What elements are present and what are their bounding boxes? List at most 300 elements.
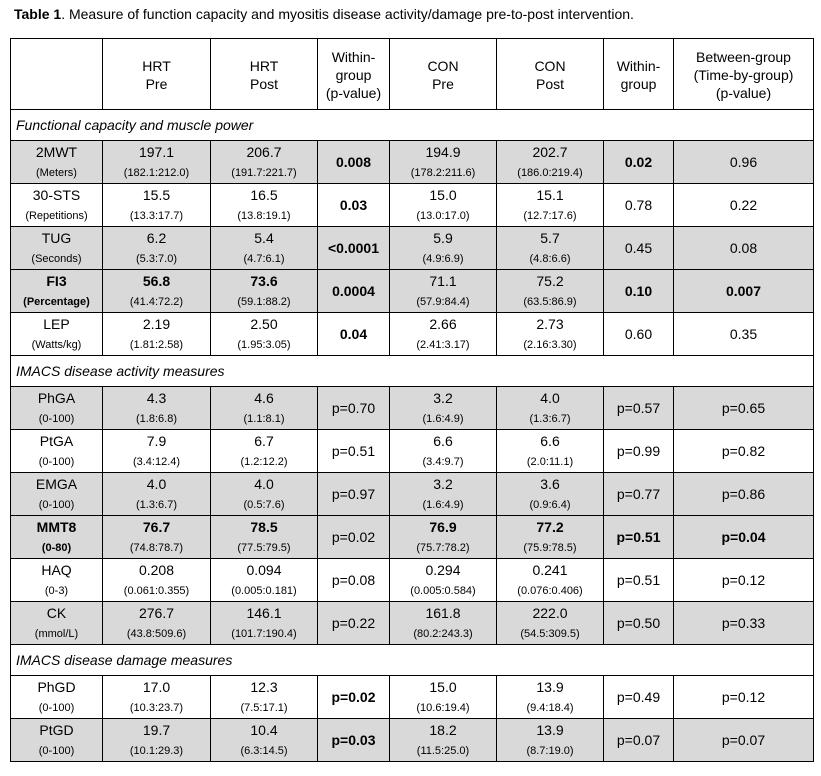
within-con-cell	[604, 227, 674, 270]
con-pre-cell-detail: (3.4:9.7)	[422, 455, 464, 468]
table-row	[11, 676, 814, 719]
within-con-cell-value: p=0.51	[616, 529, 661, 545]
con-post-cell-detail: (75.9:78.5)	[523, 541, 577, 554]
within-con-cell	[604, 602, 674, 645]
con-pre-cell	[390, 387, 497, 430]
between-cell	[674, 313, 814, 356]
measure-cell-detail: (0-100)	[38, 744, 75, 757]
within-hrt-cell-value: p=0.02	[331, 689, 376, 705]
within-hrt-cell	[318, 430, 390, 473]
hrt-post-cell	[211, 676, 318, 719]
hrt-pre-cell-detail: (10.1:29.3)	[129, 744, 184, 757]
measure-cell-detail: (mmol/L)	[34, 627, 79, 640]
within-con-cell	[604, 516, 674, 559]
con-pre-cell	[390, 270, 497, 313]
within-con-cell-value: p=0.07	[616, 732, 661, 748]
measure-cell-value: HAQ	[41, 561, 72, 578]
con-pre-cell-value: 3.2	[433, 389, 453, 406]
measure-cell	[11, 270, 103, 313]
between-cell-value: 0.007	[725, 283, 762, 299]
header-line: Post	[535, 75, 564, 92]
con-pre-cell-value: 71.1	[429, 272, 457, 289]
hrt-post-cell-value: 2.50	[250, 315, 278, 332]
hrt-pre-cell-value: 15.5	[142, 186, 171, 203]
between-cell	[674, 516, 814, 559]
con-post-cell-detail: (12.7:17.6)	[523, 209, 577, 222]
section-title: Functional capacity and muscle power	[11, 110, 814, 141]
header-cell	[390, 39, 497, 110]
hrt-post-cell-value: 0.094	[246, 561, 282, 578]
table-caption	[14, 6, 634, 22]
table-caption-label: Table 1	[14, 6, 62, 22]
hrt-pre-cell-value: 4.3	[146, 389, 167, 406]
con-pre-cell	[390, 473, 497, 516]
hrt-post-cell-detail: (4.7:6.1)	[243, 252, 285, 265]
con-post-cell-detail: (186.0:219.4)	[517, 166, 583, 179]
hrt-post-cell-detail: (7.5:17.1)	[240, 701, 288, 714]
hrt-pre-cell	[103, 559, 211, 602]
con-pre-cell	[390, 602, 497, 645]
table-row	[11, 141, 814, 184]
measure-cell-detail: (0-100)	[38, 455, 75, 468]
con-post-cell-detail: (8.7:19.0)	[526, 744, 574, 757]
header-line: Pre	[145, 75, 168, 92]
within-con-cell-value: 0.60	[624, 326, 653, 342]
hrt-post-cell-value: 5.4	[254, 229, 274, 246]
hrt-pre-cell	[103, 473, 211, 516]
hrt-pre-cell-value: 56.8	[142, 272, 171, 289]
measure-cell	[11, 719, 103, 762]
hrt-post-cell-detail: (101.7:190.4)	[231, 627, 297, 640]
within-con-cell-value: 0.45	[624, 240, 653, 256]
hrt-post-cell	[211, 719, 318, 762]
measure-cell-value: CK	[46, 604, 67, 621]
hrt-pre-cell-value: 19.7	[142, 721, 171, 738]
between-cell-value: 0.35	[729, 326, 758, 342]
con-pre-cell-value: 2.66	[429, 315, 457, 332]
between-cell	[674, 387, 814, 430]
con-pre-cell-value: 18.2	[429, 721, 457, 738]
con-post-cell	[497, 430, 604, 473]
con-post-cell-value: 15.1	[536, 186, 564, 203]
hrt-post-cell-detail: (6.3:14.5)	[240, 744, 288, 757]
table-caption-text: . Measure of function capacity and myositis disease activity/damage pre-to-post intervention.	[61, 6, 634, 22]
within-hrt-cell	[318, 559, 390, 602]
hrt-pre-cell-value: 17.0	[142, 678, 171, 695]
between-cell	[674, 559, 814, 602]
con-post-cell	[497, 227, 604, 270]
header-cell	[211, 39, 318, 110]
section-row	[11, 645, 814, 676]
con-pre-cell-detail: (10.6:19.4)	[416, 701, 470, 714]
within-con-cell-value: p=0.77	[616, 486, 661, 502]
hrt-pre-cell-value: 6.2	[146, 229, 167, 246]
header-cell	[318, 39, 390, 110]
con-pre-cell-value: 161.8	[425, 604, 461, 621]
hrt-post-cell	[211, 141, 318, 184]
con-post-cell-value: 13.9	[536, 678, 564, 695]
within-con-cell-value: p=0.99	[616, 443, 661, 459]
hrt-post-cell-detail: (1.2:12.2)	[240, 455, 288, 468]
section-title: IMACS disease activity measures	[11, 356, 814, 387]
hrt-post-cell-value: 206.7	[246, 143, 282, 160]
con-post-cell-value: 13.9	[536, 721, 564, 738]
within-hrt-cell	[318, 387, 390, 430]
hrt-pre-cell	[103, 270, 211, 313]
header-cell	[604, 39, 674, 110]
hrt-post-cell-detail: (191.7:221.7)	[231, 166, 297, 179]
between-cell-value: p=0.04	[721, 529, 766, 545]
con-post-cell	[497, 313, 604, 356]
between-cell-value: p=0.82	[721, 443, 766, 459]
between-cell	[674, 602, 814, 645]
con-pre-cell-value: 3.2	[433, 475, 453, 492]
con-post-cell-detail: (9.4:18.4)	[526, 701, 574, 714]
between-cell	[674, 676, 814, 719]
within-hrt-cell	[318, 313, 390, 356]
within-hrt-cell-value: 0.008	[335, 154, 372, 170]
header-line: Between-group	[696, 48, 791, 65]
measure-cell-value: PtGD	[39, 721, 74, 738]
header-line: HRT	[142, 57, 171, 74]
con-pre-cell-value: 15.0	[429, 678, 457, 695]
header-line: group	[335, 66, 372, 83]
within-con-cell	[604, 559, 674, 602]
hrt-post-cell-value: 78.5	[250, 518, 278, 535]
table-row	[11, 430, 814, 473]
hrt-post-cell-value: 146.1	[246, 604, 282, 621]
within-hrt-cell-value: p=0.22	[331, 615, 376, 631]
hrt-pre-cell-detail: (10.3:23.7)	[129, 701, 184, 714]
con-pre-cell-detail: (80.2:243.3)	[413, 627, 473, 640]
con-pre-cell-detail: (13.0:17.0)	[416, 209, 470, 222]
con-post-cell-detail: (1.3:6.7)	[529, 412, 571, 425]
hrt-post-cell-value: 10.4	[250, 721, 278, 738]
hrt-post-cell-value: 12.3	[250, 678, 278, 695]
hrt-pre-cell-value: 4.0	[146, 475, 167, 492]
hrt-post-cell-detail: (0.5:7.6)	[243, 498, 285, 511]
header-line: Within-	[616, 57, 661, 74]
con-pre-cell	[390, 516, 497, 559]
between-cell	[674, 227, 814, 270]
between-cell	[674, 184, 814, 227]
hrt-pre-cell-value: 197.1	[138, 143, 175, 160]
measure-cell	[11, 559, 103, 602]
hrt-pre-cell-detail: (43.8:509.6)	[126, 627, 187, 640]
between-cell-value: p=0.07	[721, 732, 766, 748]
con-pre-cell-value: 194.9	[425, 143, 461, 160]
within-con-cell	[604, 184, 674, 227]
con-post-cell-value: 5.7	[540, 229, 560, 246]
measure-cell-value: LEP	[43, 315, 70, 332]
between-cell-value: 0.96	[729, 154, 758, 170]
con-pre-cell-detail: (1.6:4.9)	[422, 412, 464, 425]
hrt-post-cell-value: 4.0	[254, 475, 274, 492]
measure-cell	[11, 602, 103, 645]
hrt-post-cell-value: 73.6	[250, 272, 278, 289]
section-title: IMACS disease damage measures	[11, 645, 814, 676]
between-cell	[674, 473, 814, 516]
hrt-post-cell	[211, 559, 318, 602]
hrt-pre-cell	[103, 141, 211, 184]
measure-cell	[11, 516, 103, 559]
between-cell	[674, 719, 814, 762]
between-cell-value: 0.08	[729, 240, 758, 256]
measure-cell	[11, 430, 103, 473]
hrt-post-cell-detail: (0.005:0.181)	[231, 584, 297, 597]
measure-cell-value: TUG	[41, 229, 72, 246]
within-con-cell	[604, 141, 674, 184]
measure-cell-value: FI3	[46, 272, 67, 289]
con-post-cell	[497, 141, 604, 184]
header-line: CON	[427, 57, 459, 74]
con-post-cell-detail: (2.0:11.1)	[526, 455, 574, 468]
con-post-cell	[497, 719, 604, 762]
results-table	[10, 38, 814, 762]
header-cell	[497, 39, 604, 110]
con-pre-cell-value: 5.9	[433, 229, 453, 246]
between-cell-value: p=0.33	[721, 615, 766, 631]
within-hrt-cell	[318, 676, 390, 719]
hrt-pre-cell	[103, 227, 211, 270]
measure-cell-value: PtGA	[39, 432, 74, 449]
within-hrt-cell	[318, 141, 390, 184]
header-cell	[103, 39, 211, 110]
measure-cell	[11, 387, 103, 430]
within-hrt-cell-value: 0.04	[339, 326, 368, 342]
within-con-cell-value: p=0.57	[616, 400, 661, 416]
within-con-cell	[604, 387, 674, 430]
header-line: Pre	[432, 75, 454, 92]
within-hrt-cell	[318, 270, 390, 313]
within-hrt-cell	[318, 602, 390, 645]
hrt-pre-cell	[103, 184, 211, 227]
hrt-post-cell	[211, 473, 318, 516]
measure-cell-detail: (Percentage)	[23, 295, 90, 308]
table-row	[11, 559, 814, 602]
measure-cell-value: MMT8	[36, 518, 77, 535]
con-pre-cell	[390, 719, 497, 762]
measure-cell-detail: (0-3)	[44, 584, 69, 597]
hrt-pre-cell-value: 2.19	[142, 315, 171, 332]
hrt-post-cell	[211, 430, 318, 473]
con-pre-cell	[390, 559, 497, 602]
con-post-cell-detail: (2.16:3.30)	[523, 338, 577, 351]
measure-cell	[11, 473, 103, 516]
hrt-post-cell-value: 6.7	[254, 432, 274, 449]
hrt-post-cell	[211, 387, 318, 430]
within-hrt-cell	[318, 516, 390, 559]
hrt-pre-cell-detail: (1.3:6.7)	[136, 498, 177, 511]
measure-cell-value: 2MWT	[35, 143, 78, 160]
between-cell	[674, 270, 814, 313]
table-row	[11, 313, 814, 356]
hrt-pre-cell	[103, 719, 211, 762]
hrt-pre-cell-detail: (1.81:2.58)	[129, 338, 184, 351]
measure-cell-value: PhGD	[37, 678, 76, 695]
between-cell-value: p=0.12	[721, 572, 766, 588]
measure-cell-detail: (0-100)	[38, 498, 75, 511]
con-pre-cell	[390, 141, 497, 184]
measure-cell-value: EMGA	[35, 475, 78, 492]
con-post-cell	[497, 602, 604, 645]
hrt-pre-cell-value: 7.9	[146, 432, 167, 449]
con-pre-cell-detail: (1.6:4.9)	[422, 498, 464, 511]
header-line: (p-value)	[325, 84, 382, 101]
con-post-cell-value: 77.2	[536, 518, 564, 535]
within-con-cell	[604, 270, 674, 313]
header-cell	[674, 39, 814, 110]
con-pre-cell-value: 6.6	[433, 432, 453, 449]
within-con-cell-value: p=0.49	[616, 689, 661, 705]
hrt-post-cell	[211, 270, 318, 313]
con-post-cell-detail: (0.9:6.4)	[529, 498, 571, 511]
hrt-pre-cell-value: 0.208	[138, 561, 175, 578]
within-con-cell	[604, 676, 674, 719]
between-cell-value: p=0.86	[721, 486, 766, 502]
hrt-post-cell	[211, 184, 318, 227]
between-cell	[674, 430, 814, 473]
con-post-cell-value: 6.6	[540, 432, 560, 449]
hrt-pre-cell-detail: (3.4:12.4)	[132, 455, 181, 468]
con-pre-cell-detail: (57.9:84.4)	[416, 295, 470, 308]
con-post-cell-value: 0.241	[532, 561, 568, 578]
con-pre-cell	[390, 430, 497, 473]
within-hrt-cell-value: p=0.70	[331, 400, 376, 416]
within-hrt-cell	[318, 473, 390, 516]
con-post-cell	[497, 473, 604, 516]
hrt-post-cell-detail: (1.95:3.05)	[237, 338, 291, 351]
hrt-post-cell-value: 16.5	[250, 186, 278, 203]
hrt-post-cell	[211, 227, 318, 270]
con-post-cell-value: 222.0	[532, 604, 568, 621]
section-row	[11, 110, 814, 141]
hrt-post-cell-detail: (59.1:88.2)	[237, 295, 291, 308]
measure-cell	[11, 676, 103, 719]
measure-cell-detail: (0-100)	[38, 412, 75, 425]
con-post-cell	[497, 270, 604, 313]
con-post-cell-detail: (54.5:309.5)	[520, 627, 580, 640]
hrt-pre-cell	[103, 430, 211, 473]
header-row	[11, 39, 814, 110]
table-row	[11, 516, 814, 559]
measure-cell	[11, 184, 103, 227]
within-hrt-cell-value: p=0.03	[331, 732, 376, 748]
within-con-cell-value: 0.10	[624, 283, 653, 299]
hrt-post-cell-value: 4.6	[254, 389, 274, 406]
table-row	[11, 270, 814, 313]
hrt-post-cell	[211, 602, 318, 645]
con-post-cell	[497, 387, 604, 430]
hrt-pre-cell	[103, 602, 211, 645]
con-post-cell-value: 3.6	[540, 475, 560, 492]
hrt-pre-cell	[103, 676, 211, 719]
hrt-pre-cell-detail: (5.3:7.0)	[136, 252, 177, 265]
measure-cell	[11, 313, 103, 356]
con-pre-cell	[390, 227, 497, 270]
con-pre-cell-detail: (4.9:6.9)	[422, 252, 464, 265]
header-cell	[11, 39, 103, 110]
header-line: (p-value)	[715, 84, 772, 101]
measure-cell	[11, 141, 103, 184]
within-hrt-cell-value: 0.03	[339, 197, 368, 213]
between-cell-value: 0.22	[729, 197, 758, 213]
hrt-pre-cell-detail: (1.8:6.8)	[136, 412, 177, 425]
con-pre-cell	[390, 184, 497, 227]
hrt-pre-cell	[103, 516, 211, 559]
con-post-cell-detail: (0.076:0.406)	[517, 584, 583, 597]
within-con-cell-value: 0.02	[624, 154, 653, 170]
measure-cell-detail: (0-80)	[41, 541, 72, 554]
within-hrt-cell	[318, 227, 390, 270]
table-row	[11, 227, 814, 270]
header-line: Within-	[331, 48, 376, 65]
con-post-cell	[497, 676, 604, 719]
within-hrt-cell-value: p=0.08	[331, 572, 376, 588]
hrt-pre-cell-value: 76.7	[142, 518, 171, 535]
con-pre-cell-detail: (0.005:0.584)	[410, 584, 476, 597]
con-pre-cell-value: 76.9	[429, 518, 457, 535]
measure-cell-detail: (Watts/kg)	[31, 338, 82, 351]
hrt-pre-cell-detail: (74.8:78.7)	[129, 541, 184, 554]
within-con-cell	[604, 313, 674, 356]
within-con-cell-value: p=0.51	[616, 572, 661, 588]
within-con-cell-value: p=0.50	[616, 615, 661, 631]
table-row	[11, 184, 814, 227]
header-line: group	[620, 75, 657, 92]
between-cell-value: p=0.12	[721, 689, 766, 705]
within-hrt-cell-value: <0.0001	[328, 240, 379, 256]
hrt-post-cell-detail: (1.1:8.1)	[243, 412, 285, 425]
con-post-cell-value: 2.73	[536, 315, 564, 332]
header-line: CON	[534, 57, 566, 74]
within-hrt-cell-value: p=0.51	[331, 443, 376, 459]
header-line: (Time-by-group)	[693, 66, 794, 83]
con-pre-cell	[390, 676, 497, 719]
hrt-pre-cell	[103, 313, 211, 356]
measure-cell-detail: (Seconds)	[31, 252, 82, 265]
section-row	[11, 356, 814, 387]
con-pre-cell-value: 15.0	[429, 186, 457, 203]
con-post-cell-value: 75.2	[536, 272, 564, 289]
table-row	[11, 387, 814, 430]
measure-cell-value: 30-STS	[32, 186, 81, 203]
measure-cell-detail: (Meters)	[36, 166, 77, 179]
con-post-cell-detail: (4.8:6.6)	[529, 252, 571, 265]
between-cell-value: p=0.65	[721, 400, 766, 416]
table-row	[11, 473, 814, 516]
hrt-post-cell-detail: (77.5:79.5)	[237, 541, 291, 554]
con-pre-cell-detail: (178.2:211.6)	[410, 166, 476, 179]
con-post-cell-detail: (63.5:86.9)	[523, 295, 577, 308]
con-post-cell	[497, 184, 604, 227]
con-pre-cell-value: 0.294	[425, 561, 461, 578]
hrt-pre-cell	[103, 387, 211, 430]
con-post-cell-value: 4.0	[540, 389, 560, 406]
con-post-cell	[497, 516, 604, 559]
con-post-cell-value: 202.7	[532, 143, 568, 160]
measure-cell-value: PhGA	[37, 389, 76, 406]
within-con-cell	[604, 719, 674, 762]
hrt-post-cell	[211, 313, 318, 356]
con-pre-cell	[390, 313, 497, 356]
hrt-pre-cell-detail: (0.061:0.355)	[123, 584, 190, 597]
measure-cell	[11, 227, 103, 270]
con-pre-cell-detail: (11.5:25.0)	[416, 744, 470, 757]
within-con-cell-value: 0.78	[624, 197, 653, 213]
measure-cell-detail: (0-100)	[38, 701, 75, 714]
header-line: HRT	[249, 57, 279, 74]
